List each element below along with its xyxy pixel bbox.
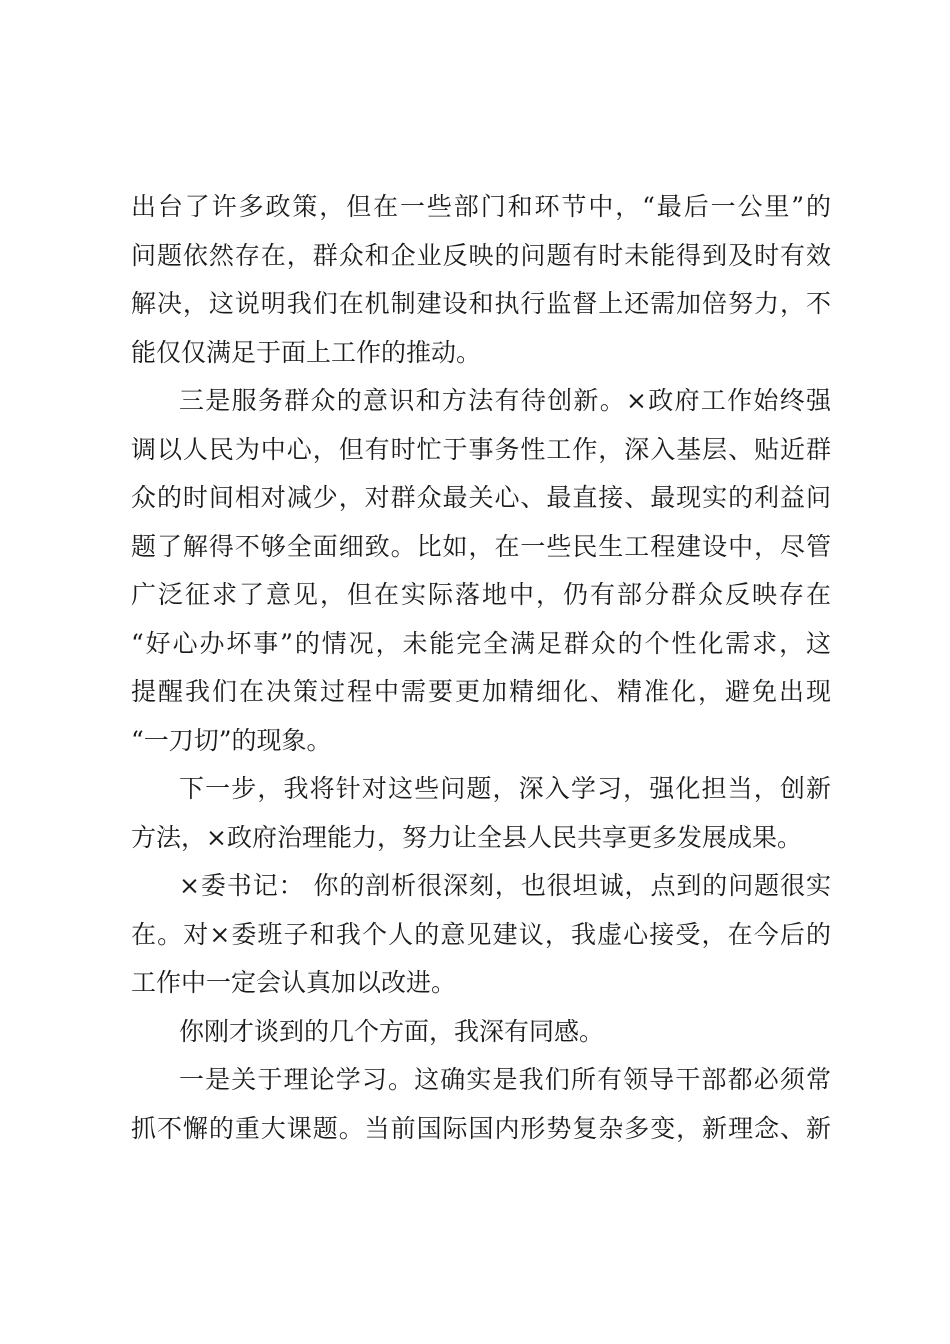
paragraph-line: “好心办坏事”的情况，未能完全满足群众的个性化需求，这 — [131, 628, 831, 658]
paragraph-line: 一是关于理论学习。这确实是我们所有领导干部都必须常 — [179, 1065, 831, 1094]
paragraph-line: 工作中一定会认真加以改进。 — [131, 968, 457, 997]
paragraph-line: 方法，×政府治理能力，努力让全县人民共享更多发展成果。 — [131, 822, 802, 852]
paragraph-line: 三是服务群众的意识和方法有待创新。×政府工作始终强 — [179, 386, 831, 415]
document-body — [131, 183, 831, 1153]
paragraph-line: 提醒我们在决策过程中需要更加精细化、精准化，避免出现 — [131, 677, 831, 706]
paragraph-line: 在。对×委班子和我个人的意见建议，我虚心接受，在今后的 — [131, 919, 831, 949]
paragraph-line: “一刀切”的现象。 — [131, 725, 332, 755]
paragraph-line: ×委书记： 你的剖析很深刻，也很坦诚，点到的问题很实 — [179, 871, 831, 900]
paragraph-line: 解决，这说明我们在机制建设和执行监督上还需加倍努力，不 — [131, 289, 831, 318]
paragraph-line: 调以人民为中心，但有时忙于事务性工作，深入基层、贴近群 — [131, 434, 831, 464]
paragraph-line: 广泛征求了意见，但在实际落地中，仍有部分群众反映存在 — [131, 580, 831, 609]
paragraph-line: 问题依然存在，群众和企业反映的问题有时未能得到及时有效 — [131, 240, 831, 270]
paragraph-line: 抓不懈的重大课题。当前国际国内形势复杂多变，新理念、新 — [131, 1113, 831, 1143]
paragraph-line: 能仅仅满足于面上工作的推动。 — [131, 337, 482, 367]
paragraph-line: 众的时间相对减少，对群众最关心、最直接、最现实的利益问 — [131, 483, 831, 512]
paragraph-line: 出台了许多政策，但在一些部门和环节中，“最后一公里”的 — [131, 192, 831, 221]
paragraph-line: 下一步，我将针对这些问题，深入学习，强化担当，创新 — [179, 774, 831, 803]
paragraph-line: 题了解得不够全面细致。比如，在一些民生工程建设中，尽管 — [131, 531, 831, 561]
paragraph-line: 你刚才谈到的几个方面，我深有同感。 — [179, 1016, 605, 1046]
